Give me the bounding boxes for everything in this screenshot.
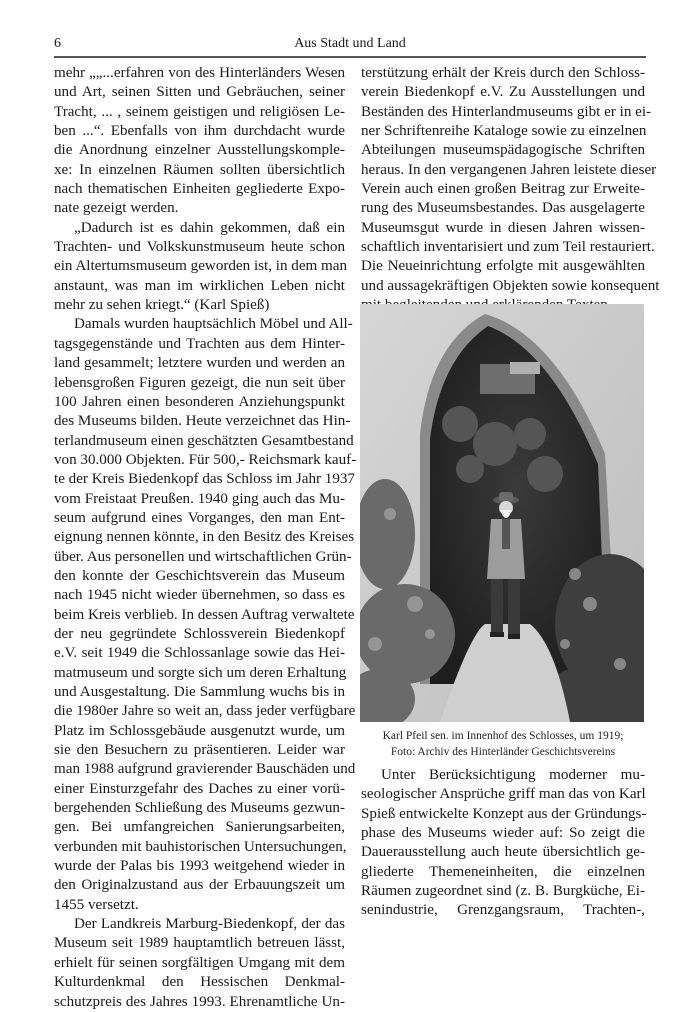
text-line: terlandmuseum einen geschätzten Gesamtbestand (54, 432, 354, 449)
text-line: verein Biedenkopf e.V. Zu Ausstellungen und (361, 84, 645, 101)
text-line: lebensgroßen Figuren gezeigt, die nun seit über (54, 374, 345, 391)
figure-photo (360, 304, 644, 722)
caption-credit: Foto: Archiv des Hinterländer Geschichtsvereins (390, 746, 616, 758)
text-line: Museum seit 1989 hauptamtlich betreuen lässt, (54, 935, 345, 952)
text-line: von 30.000 Objekten. Für 500,- Reichsmark kauf- (54, 451, 357, 468)
text-line: terstützung erhält der Kreis durch den Schloss- (361, 65, 645, 81)
right-column-top (361, 64, 660, 315)
text-line: nach thematischen Einheiten gegliederte Expo- (54, 181, 345, 198)
text-line: seum aufgrund eines Vorganges, den man Ent- (54, 509, 345, 526)
text-line: schutzpreis des Jahres 1993. Ehrenamtliche Un- (54, 993, 345, 1010)
running-title: Aus Stadt und Land (294, 36, 406, 51)
text-line: ner Schriftenreihe Kataloge sowie zu einzelnen (361, 123, 647, 140)
text-line: schaftlich inventarisiert und zum Teil restauriert. (361, 239, 655, 256)
text-line: Unter Berücksichtigung moderner mu- (381, 767, 645, 783)
text-line: rung des Museumsbestandes. Das ausgelagerte (361, 200, 645, 217)
text-line: die 1980er Jahre so weit an, dass jeder verfügbare (54, 703, 356, 720)
text-line: 100 Jahren einen besonderen Anziehungspunkt (54, 393, 345, 410)
text-line: Kulturdenkmal den Hessischen Denkmal- (54, 974, 345, 991)
header-rule (54, 56, 646, 58)
text-line: gliederte Themeneinheiten, die einzelnen (361, 863, 645, 880)
text-line: und Ausgestaltung. Die Sammlung wuchs bis in (54, 684, 345, 700)
text-line: nach 1945 nicht wieder übernehmen, so dass es (54, 587, 345, 604)
text-line: beim Kreis verblieb. In dessen Auftrag verwaltete (54, 606, 355, 623)
text-line: den Originalzustand aus der Erbauungszeit um (54, 877, 345, 894)
text-line: ben ...“. Ebenfalls von ihm durchdacht wurde (54, 123, 345, 140)
caption-line: Karl Pfeil sen. im Innenhof des Schlosses, um 1919; (382, 730, 624, 742)
text-line: Tracht, ... , seinem geistigen und religiösen Le- (54, 103, 345, 120)
text-line: te der Kreis Biedenkopf das Schloss im Jahr 1937 (54, 471, 355, 488)
text-line: über. Aus personellen und wirtschaftlichen Grün- (54, 548, 352, 565)
text-line: Verein auch einen großen Beitrag zur Erweite- (361, 181, 645, 198)
text-line: und Art, seinen Sitten und Gebräuchen, seiner (54, 84, 345, 101)
text-line: Beständen des Hinterlandmuseums gibt er in ei- (361, 103, 652, 120)
text-line: den konnte der Geschichtsverein das Museum (54, 567, 345, 584)
text-line: Der Landkreis Marburg-Biedenkopf, der das (74, 916, 345, 933)
text-line: Platz im Schlossgebäude ausgenutzt wurde, um (54, 722, 345, 739)
text-line: vom Freistaat Preußen. 1940 ging auch das Mu- (54, 490, 345, 507)
text-line: der neu gegründete Schlossverein Biedenkopf (54, 625, 345, 642)
text-line: Trachten- und Volkskunstmuseum heute schon (54, 239, 345, 256)
text-line: land gesammelt; letztere wurden und werden an (54, 355, 345, 372)
text-line: seologischer Ansprüche griff man das von Karl (361, 786, 646, 803)
archway-photo-icon (360, 304, 644, 722)
text-line: ein Altertumsmuseum geworden ist, in dem man (54, 258, 348, 275)
text-line: xe: In einzelnen Räumen sollten übersichtlich (54, 161, 345, 178)
text-line: wurde der Palas bis 1993 weitgehend wieder in (54, 858, 345, 875)
right-column-bottom (361, 766, 645, 921)
page-header (54, 36, 646, 56)
figure-caption (355, 728, 651, 760)
text-line: eignung nennen könnte, in den Besitz des Kreises (54, 529, 355, 546)
text-line: heraus. In den vergangenen Jahren leistete dieser (361, 161, 657, 178)
text-line: verbunden mit bauhistorischen Untersuchungen, (54, 838, 347, 855)
text-line: „Dadurch ist es dahin gekommen, daß ein (74, 219, 345, 236)
text-line: e.V. seit 1949 die Schlossanlage sowie das Hei- (54, 645, 345, 662)
text-line: einer Einsturzgefahr des Daches zu einer vorü- (54, 780, 345, 797)
left-column (54, 64, 357, 1012)
text-line: senindustrie, Grenzgangsraum, Trachten-, (361, 902, 645, 919)
text-line: man 1988 aufgrund gravierender Bauschäden und (54, 761, 356, 778)
text-line: bergehenden Schließung des Museums gezwun- (54, 800, 345, 817)
text-line: mehr zu sehen kriegt.“ (Karl Spieß) (54, 297, 270, 314)
text-line: Abteilungen museumspädagogische Schriften (361, 142, 645, 159)
text-line: Dauerausstellung auch heute übersichtlich ge- (361, 844, 645, 861)
text-line: die Anordnung einzelner Ausstellungskomple- (54, 142, 345, 159)
text-line: anstaunt, was man im wirklichen Leben nicht (54, 277, 345, 294)
text-line: sie den Besuchern zu präsentieren. Leider war (54, 742, 345, 759)
text-line: des Museums bilden. Heute verzeichnet das Hin- (54, 413, 351, 430)
text-line: und aussagekräftigen Objekten sowie konsequent (361, 277, 660, 294)
text-line: tagsgegenstände und Trachten aus dem Hinter- (54, 335, 345, 352)
text-line: Spieß entwickelte Konzept aus der Gründungs- (361, 805, 647, 822)
text-line: gen. Bei umfangreichen Sanierungsarbeiten, (54, 819, 345, 836)
text-line: nate gezeigt werden. (54, 200, 179, 217)
text-line: 1455 versetzt. (54, 896, 139, 913)
text-line: Räumen zugeordnet sind (z. B. Burgküche, Ei- (361, 883, 645, 900)
page-number: 6 (54, 36, 61, 51)
text-line: Museumsgut wurde in diesen Jahren wissen- (361, 219, 645, 236)
text-line: Damals wurden hauptsächlich Möbel und All- (74, 316, 353, 333)
text-line: mehr „„...erfahren von des Hinterländers Wesen (54, 65, 345, 81)
text-line: phase des Museums wieder auf: So zeigt die (361, 825, 645, 842)
text-line: matmuseum und sorgte sich um deren Erhaltung (54, 664, 347, 681)
text-line: Die Neueinrichtung erfolgte mit ausgewählten (361, 258, 645, 275)
text-line: erhielt für seinen sorgfältigen Umgang mit dem (54, 954, 345, 971)
